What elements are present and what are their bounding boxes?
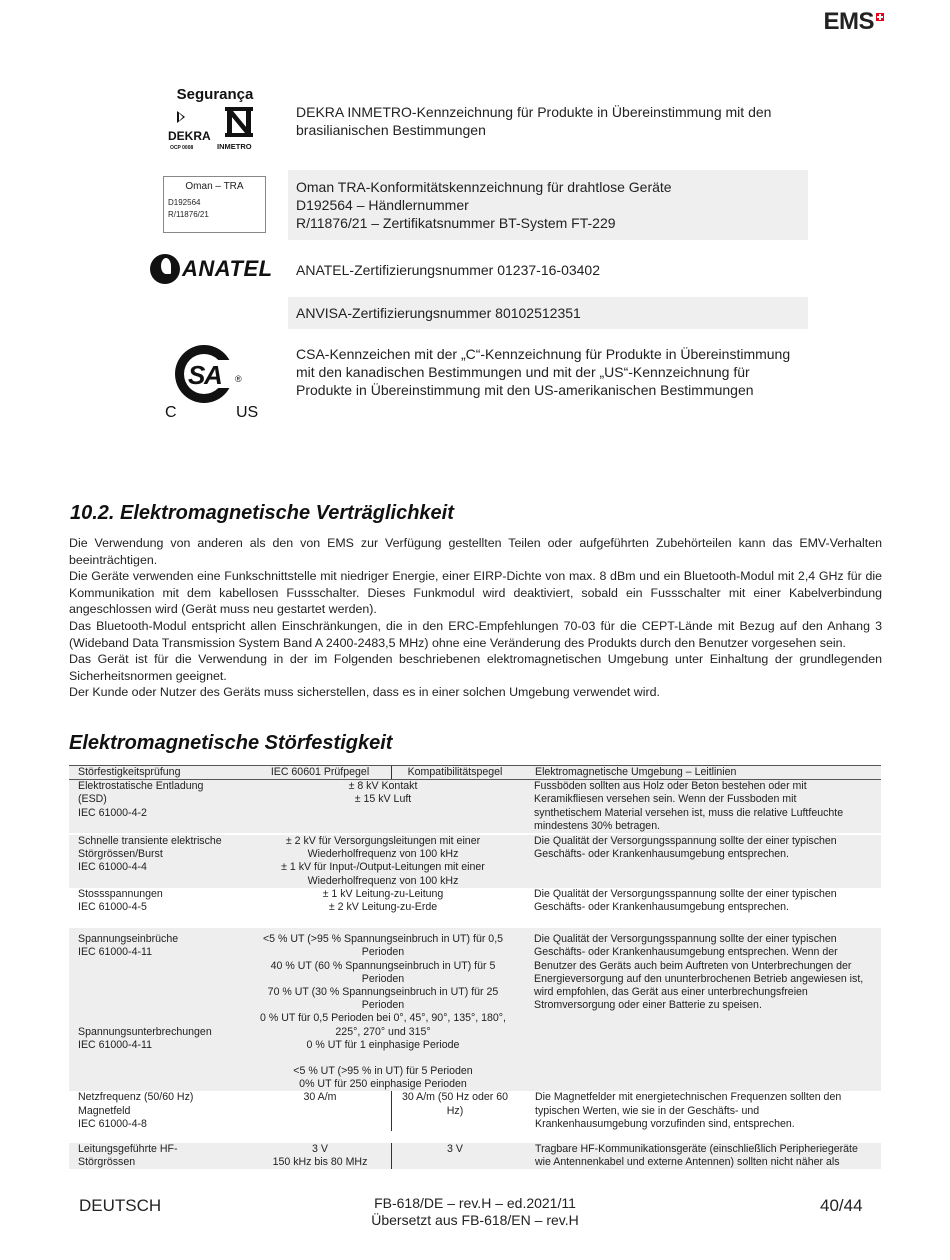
- anatel-logo: [150, 252, 280, 286]
- oman-box-line2: R/11876/21: [168, 210, 209, 219]
- swiss-cross-icon: [876, 13, 884, 21]
- footer-language: DEUTSCH: [79, 1196, 162, 1215]
- paragraph-5: Der Kunde oder Nutzer des Geräts muss sicherstellen, dass es in einer solchen Umgebung verwendet wird.: [69, 685, 660, 700]
- oman-box-line1: D192564: [168, 198, 201, 207]
- paragraph-1: Die Verwendung von anderen als den von EMS zur Verfügung gestellten Teilen oder aufgeführten Zubehörteilen kann das EMV-Verhalten beeinträchtigen.: [69, 536, 882, 567]
- table-header: [69, 765, 881, 780]
- csa-icon: [162, 340, 267, 420]
- anatel-text: ANATEL-Zertifizierungsnummer 01237-16-03402: [296, 262, 600, 278]
- paragraph-2: Die Geräte verwenden eine Funkschnittstelle mit niedriger Energie, einer EIRP-Dichte von max. 8 dBm und ein Bluetooth-Modul mit 2,4 GHz für die Kommunikation mit dem kabellosen Fussschalter. Dieses Funkmodul wird deaktiviert, sobald ein Fussschalter mit einer Kabelverbindung angeschlossen wird (Gerät muss neu gestartet werden).: [69, 569, 882, 617]
- anvisa-text: ANVISA-Zertifizierungsnummer 80102512351: [288, 297, 808, 329]
- table-row-voltage-dips: Spannungseinbrüche IEC 61000-4-11 Spannungsunterbrechungen IEC 61000-4-11 <5 % UT (>95 % Spannungseinbruch in UT) für 0,5 Perioden 40 % UT (60 % Spannungseinbruch in UT) für 5 Perioden 70 % UT (30 % Spannungseinbruch in UT) für 25 Perioden 0 % UT für 0,5 Perioden bei 0°, 45°, 90°, 135°, 180°, 225°, 270° und 315° 0 % UT für 1 einphasige Periode <5 % UT (>95 % in UT) für 5 Perioden 0% UT für 250 einphasige Perioden Die Qualität der Versorgungsspannung sollte der einer typischen Geschäfts- oder Krankenhausumgebung entsprechen. Wenn der Benutzer des Geräts auch beim Auftreten von Unterbrechungen der Energieversorgung auf den ununterbrochenen Betrieb angewiesen ist, wird empfohlen, das Gerät aus einer unterbrechungsfreien Stromversorgung oder einer Batterie zu speisen.: [69, 928, 881, 1091]
- svg-text:A: A: [204, 360, 223, 390]
- oman-line2: D192564 – Händlernummer: [296, 197, 469, 213]
- dekra-sub: OCP 0008: [170, 145, 194, 151]
- table-row-conducted-rf: Leitungsgeführte HF- Störgrössen 3 V 150 kHz bis 80 MHz 3 V Tragbare HF-Kommunikationsgeräte (einschließlich Peripheriegeräte wie Antennenkabel und externe Antennen) sollten nicht näher als: [69, 1143, 881, 1169]
- immunity-title: Elektromagnetische Störfestigkeit: [69, 732, 393, 754]
- dekra-word: DEKRA: [168, 129, 211, 143]
- page-number: 40/44: [820, 1196, 863, 1215]
- csa-text: CSA-Kennzeichen mit der „C“-Kennzeichnung für Produkte in Übereinstimmung mit den kanadischen Bestimmungen und mit der „US“-Kennzeichnung für Produkte in Übereinstimmung mit den US-amerikanischen Bestimmungen: [296, 346, 791, 398]
- paragraph-3: Das Bluetooth-Modul entspricht allen Einschränkungen, die in den ERC-Empfehlungen 70-03 für die CEPT-Lände mit Bezug auf den Anhang 3 (Wideband Data Transmission System Band A 2400-2483,5 MHz) ohne eine Veränderung des Produkts durch den Benutzer vorgesehen sein.: [69, 618, 882, 650]
- svg-text:S: S: [188, 360, 206, 390]
- oman-text: [288, 170, 808, 240]
- header-compliance: Kompatibilitätspegel: [391, 766, 518, 779]
- table-row-power-frequency: Netzfrequenz (50/60 Hz) Magnetfeld IEC 61000-4-8 30 A/m 30 A/m (50 Hz oder 60 Hz) Die Magnetfelder mit energietechnischen Frequenzen sollten den typischen Werten, wie sie in der Geschäfts- und Krankenhausumgebung vorzufinden sind, entsprechen.: [78, 1091, 842, 1130]
- oman-box-title: Oman – TRA: [185, 181, 244, 192]
- emc-immunity-table: [69, 765, 881, 1169]
- oman-line1: Oman TRA-Konformitätskennzeichnung für drahtlose Geräte: [296, 179, 672, 195]
- footer-doc-line1: FB-618/DE – rev.H – ed.2021/11: [374, 1195, 576, 1211]
- header-test: Störfestigkeitsprüfung: [78, 766, 181, 778]
- dekra-text: DEKRA INMETRO-Kennzeichnung für Produkte in Übereinstimmung mit den brasilianischen Bestimmungen: [296, 104, 772, 138]
- csa-c: C: [165, 404, 177, 420]
- inmetro-word: INMETRO: [217, 142, 252, 151]
- section-title: 10.2. Elektromagnetische Verträglichkeit: [70, 502, 454, 524]
- paragraph-4: Das Gerät ist für die Verwendung in der im Folgenden beschriebenen elektromagnetischen Umgebung unter Einhaltung der grundlegenden Sicherheitsnormen geeignet.: [69, 652, 882, 683]
- anatel-word: ANATEL: [182, 256, 273, 281]
- header-guidance: Elektromagnetische Umgebung – Leitlinien: [535, 766, 737, 778]
- ems-logo: [823, 8, 884, 36]
- dekra-inmetro-icon: [165, 103, 265, 155]
- csa-us: US: [236, 404, 259, 420]
- footer-doc-line2: Übersetzt aus FB-618/EN – rev.H: [371, 1212, 579, 1228]
- table-row-surge: Stossspannungen IEC 61000-4-5 ± 1 kV Leitung-zu-Leitung ± 2 kV Leitung-zu-Erde Die Qualität der Versorgungsspannung sollte der einer typischen Geschäfts- oder Krankenhausumgebung entsprechen.: [78, 887, 837, 914]
- dekra-logo-title: Segurança: [176, 86, 254, 103]
- csa-registered: ®: [235, 374, 242, 384]
- dekra-inmetro-logo: [165, 86, 265, 156]
- brand-name: EMS: [823, 8, 874, 35]
- csa-logo: [162, 340, 267, 420]
- footer-document-id: [330, 1195, 620, 1229]
- oman-tra-label: [163, 176, 266, 233]
- section-body: [69, 535, 882, 701]
- table-row-burst: Schnelle transiente elektrische Störgrössen/Burst IEC 61000-4-4 ± 2 kV für Versorgungsleitungen mit einer Wiederholfrequenz von 100 kHz ± 1 kV für Input-/Output-Leitungen mit einer Wiederholfrequenz von 100 kHz Die Qualität der Versorgungsspannung sollte der einer typischen Geschäfts- oder Krankenhausumgebung entsprechen.: [69, 835, 881, 888]
- table-row-esd: Elektrostatische Entladung (ESD) IEC 61000-4-2 ± 8 kV Kontakt ± 15 kV Luft Fussböden sollten aus Holz oder Beton bestehen oder mit Keramikfliesen versehen sein. Wenn der Fussboden mit synthetischem Material versehen ist, muss die relative Luftfeuchte mindestens 30% betragen.: [69, 780, 881, 833]
- anatel-icon: [150, 254, 180, 284]
- header-iec-level: IEC 60601 Prüfpegel: [270, 766, 370, 778]
- oman-line3: R/11876/21 – Zertifikatsnummer BT-System FT-229: [296, 215, 616, 231]
